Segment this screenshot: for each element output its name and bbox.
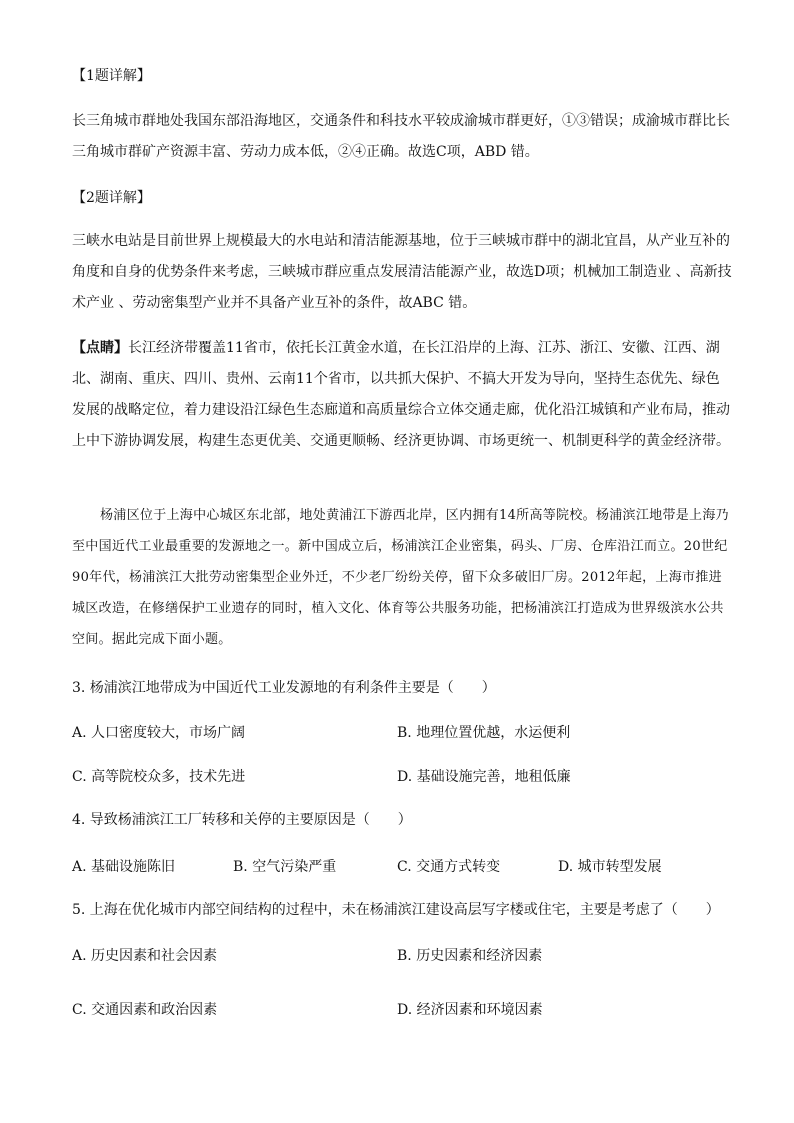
question-5-option-c[interactable]: C. 交通因素和政治因素 xyxy=(72,1002,218,1018)
question-3-option-b[interactable]: B. 地理位置优越，水运便利 xyxy=(397,725,571,741)
question-5-option-a[interactable]: A. 历史因素和社会因素 xyxy=(72,948,218,964)
question-4-option-c[interactable]: C. 交通方式转变 xyxy=(397,859,501,875)
reading-passage: 杨浦区位于上海中心城区东北部，地处黄浦江下游西北岸，区内拥有14所高等院校。杨浦滨江地带是上海乃至中国近代工业最重要的发源地之一。新中国成立后，杨浦滨江企业密集，码头、厂房、仓库沿江而立。20世纪90年代，杨浦滨江大批劳动密集型企业外迁，不少老厂纷纷关停，留下众多破旧厂房。2012年起，上海市推进城区改造，在修缮保护工业遗存的同时，植入文化、体育等公共服务功能，把杨浦滨江打造成为世界级滨水公共空间。据此完成下面小题。 xyxy=(72,508,729,647)
question-4-option-d[interactable]: D. 城市转型发展 xyxy=(558,859,662,875)
section2-text: 三峡水电站是目前世界上规模最大的水电站和清洁能源基地，位于三峡城市群中的湖北宜昌，从产业互补的角度和自身的优势条件来考虑，三峡城市群应重点发展清洁能源产业，故选D项；机械加工制造业 、高新技术产业 、劳动密集型产业并不具备产业互补的条件，故ABC 错。 xyxy=(72,233,732,311)
question-3-option-a[interactable]: A. 人口密度较大，市场广阔 xyxy=(72,725,246,741)
section1-heading: 【1题详解】 xyxy=(72,68,151,84)
question-3-stem: 3. 杨浦滨江地带成为中国近代工业发源地的有利条件主要是（ ） xyxy=(72,680,496,696)
note-label: 【点睛】 xyxy=(72,340,128,356)
section1-text: 长三角城市群地处我国东部沿海地区，交通条件和科技水平较成渝城市群更好，①③错误；成渝城市群比长三角城市群矿产资源丰富、劳动力成本低，②④正确。故选C项，ABD 错。 xyxy=(72,113,730,160)
question-5-option-b[interactable]: B. 历史因素和经济因素 xyxy=(397,948,543,964)
question-3-option-c[interactable]: C. 高等院校众多，技术先进 xyxy=(72,769,246,785)
note-paragraph xyxy=(72,333,732,457)
question-4-option-b[interactable]: B. 空气污染严重 xyxy=(233,859,337,875)
question-4-option-a[interactable]: A. 基础设施陈旧 xyxy=(72,859,176,875)
question-5-option-d[interactable]: D. 经济因素和环境因素 xyxy=(397,1002,543,1018)
section2-heading: 【2题详解】 xyxy=(72,190,151,206)
question-4-stem: 4. 导致杨浦滨江工厂转移和关停的主要原因是（ ） xyxy=(72,812,412,828)
question-3-option-d[interactable]: D. 基础设施完善，地租低廉 xyxy=(397,769,571,785)
question-5-stem: 5. 上海在优化城市内部空间结构的过程中，未在杨浦滨江建设高层写字楼或住宅，主要是考虑了（ ） xyxy=(72,902,720,918)
note-text: 长江经济带覆盖11省市，依托长江黄金水道，在长江沿岸的上海、江苏、浙江、安徽、江西、湖北、湖南、重庆、四川、贵州、云南11个省市，以共抓大保护、不搞大开发为导向，坚持生态优先、绿色发展的战略定位，着力建设沿江绿色生态廊道和高质量综合立体交通走廊，优化沿江城镇和产业布局，推动上中下游协调发展，构建生态更优美、交通更顺畅、经济更协调、市场更统一、机制更科学的黄金经济带。 xyxy=(72,340,730,449)
